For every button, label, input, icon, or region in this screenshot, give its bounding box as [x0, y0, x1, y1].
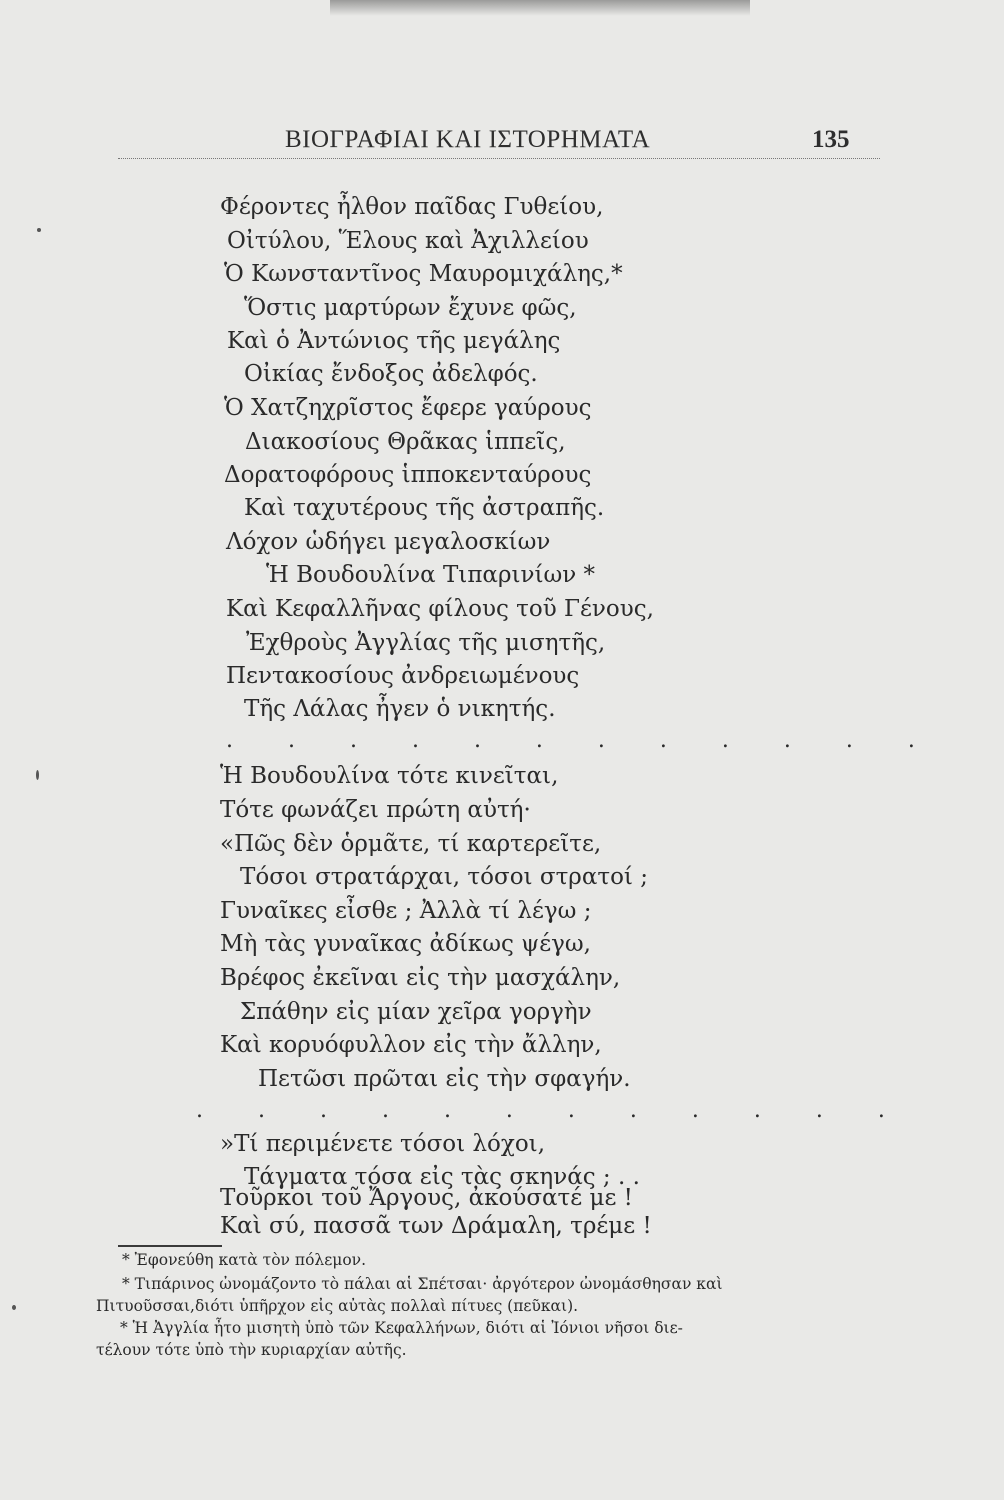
- top-edge-smudge: [330, 0, 750, 16]
- ink-speck: [12, 1305, 16, 1310]
- verse-line: Ἡ Βουδουλίνα Τιπαρινίων *: [266, 562, 596, 588]
- verse-line: Γυναῖκες εἶσθε ; Ἀλλὰ τί λέγω ;: [220, 898, 592, 924]
- verse-line: Ὁ Κωνσταντῖνος Μαυρομιχάλης,*: [224, 261, 623, 287]
- ink-speck: [36, 770, 39, 780]
- verse-line: Διακοσίους Θρᾶκας ἱππεῖς,: [245, 429, 566, 455]
- ellipsis-row: . . . . . . . . . . . .: [226, 728, 939, 753]
- verse-line: »Τί περιμένετε τόσοι λόχοι,: [220, 1131, 546, 1157]
- verse-line: Ἐχθροὺς Ἀγγλίας τῆς μισητῆς,: [246, 630, 606, 656]
- footnote-line: * Ἡ Ἀγγλία ἦτο μισητὴ ὑπὸ τῶν Κεφαλλήνων, διότι αἱ Ἰόνιοι νῆσοι διε-: [120, 1319, 683, 1337]
- verse-line: Καὶ κορυόφυλλον εἰς τὴν ἄλλην,: [220, 1032, 602, 1058]
- verse-line: Καὶ σύ, πασσᾶ των Δράμαλη, τρέμε !: [220, 1213, 652, 1239]
- verse-line: Τότε φωνάζει πρώτη αὐτή·: [220, 797, 531, 823]
- verse-line: Καὶ Κεφαλλῆνας φίλους τοῦ Γένους,: [226, 596, 654, 622]
- verse-line: Τάγματα τόσα εἰς τὰς σκηνάς ; . .: [244, 1164, 640, 1190]
- verse-line: Τοῦρκοι τοῦ Ἄργους, ἀκούσατέ με !: [220, 1185, 633, 1211]
- verse-line: Φέροντες ἦλθον παῖδας Γυθείου,: [220, 194, 604, 220]
- verse-line: Βρέφος ἐκεῖναι εἰς τὴν μασχάλην,: [220, 965, 621, 991]
- verse-line: Τόσοι στρατάρχαι, τόσοι στρατοί ;: [240, 864, 649, 890]
- footnote-rule: [118, 1245, 222, 1247]
- ellipsis-row: . . . . . . . . . . . .: [196, 1098, 909, 1123]
- verse-line: Καὶ ταχυτέρους τῆς ἀστραπῆς.: [244, 495, 605, 521]
- running-title: ΒΙΟΓΡΑΦΙΑΙ ΚΑΙ ΙΣΤΟΡΗΜΑΤΑ: [285, 126, 651, 153]
- verse-line: Πετῶσι πρῶται εἰς τὴν σφαγήν.: [258, 1066, 631, 1092]
- verse-line: Οἰκίας ἔνδοξος ἀδελφός.: [244, 361, 538, 387]
- footnote-line: τέλουν τότε ὑπὸ τὴν κυριαρχίαν αὐτῆς.: [96, 1341, 407, 1359]
- verse-line: Ὁ Χατζηχρῖστος ἔφερε γαύρους: [224, 395, 592, 421]
- footnote-line: * Ἐφονεύθη κατὰ τὸν πόλεμον.: [122, 1251, 367, 1269]
- page-number: 135: [812, 126, 850, 153]
- ink-speck: [37, 228, 41, 232]
- verse-line: «Πῶς δὲν ὁρμᾶτε, τί καρτερεῖτε,: [220, 831, 602, 857]
- verse-line: Ἡ Βουδουλίνα τότε κινεῖται,: [220, 763, 559, 789]
- verse-line: Δορατοφόρους ἱπποκενταύρους: [224, 462, 592, 488]
- verse-line: Οἰτύλου, Ἕλους καὶ Ἀχιλλείου: [227, 228, 589, 254]
- verse-line: Μὴ τὰς γυναῖκας ἀδίκως ψέγω,: [220, 931, 591, 957]
- footnote-line: * Τιπάρινος ὠνομάζοντο τὸ πάλαι αἱ Σπέτσαι· ἀργότερον ὠνομάσθησαν καὶ: [122, 1275, 723, 1293]
- verse-line: Λόχον ὡδήγει μεγαλοσκίων: [226, 529, 551, 555]
- verse-line: Σπάθην εἰς μίαν χεῖρα γοργὴν: [240, 999, 592, 1025]
- verse-line: Ὅστις μαρτύρων ἔχυνε φῶς,: [244, 295, 577, 321]
- header-rule: [118, 158, 880, 159]
- page-header: [0, 122, 1004, 162]
- verse-line: Τῆς Λάλας ἦγεν ὁ νικητής.: [244, 696, 556, 722]
- verse-line: Πεντακοσίους ἀνδρειωμένους: [226, 663, 580, 689]
- footnote-line: Πιτυοῦσσαι,διότι ὑπῆρχον εἰς αὐτὰς πολλαὶ πίτυες (πεῦκαι).: [96, 1297, 579, 1315]
- verse-line: Καὶ ὁ Ἀντώνιος τῆς μεγάλης: [227, 328, 561, 354]
